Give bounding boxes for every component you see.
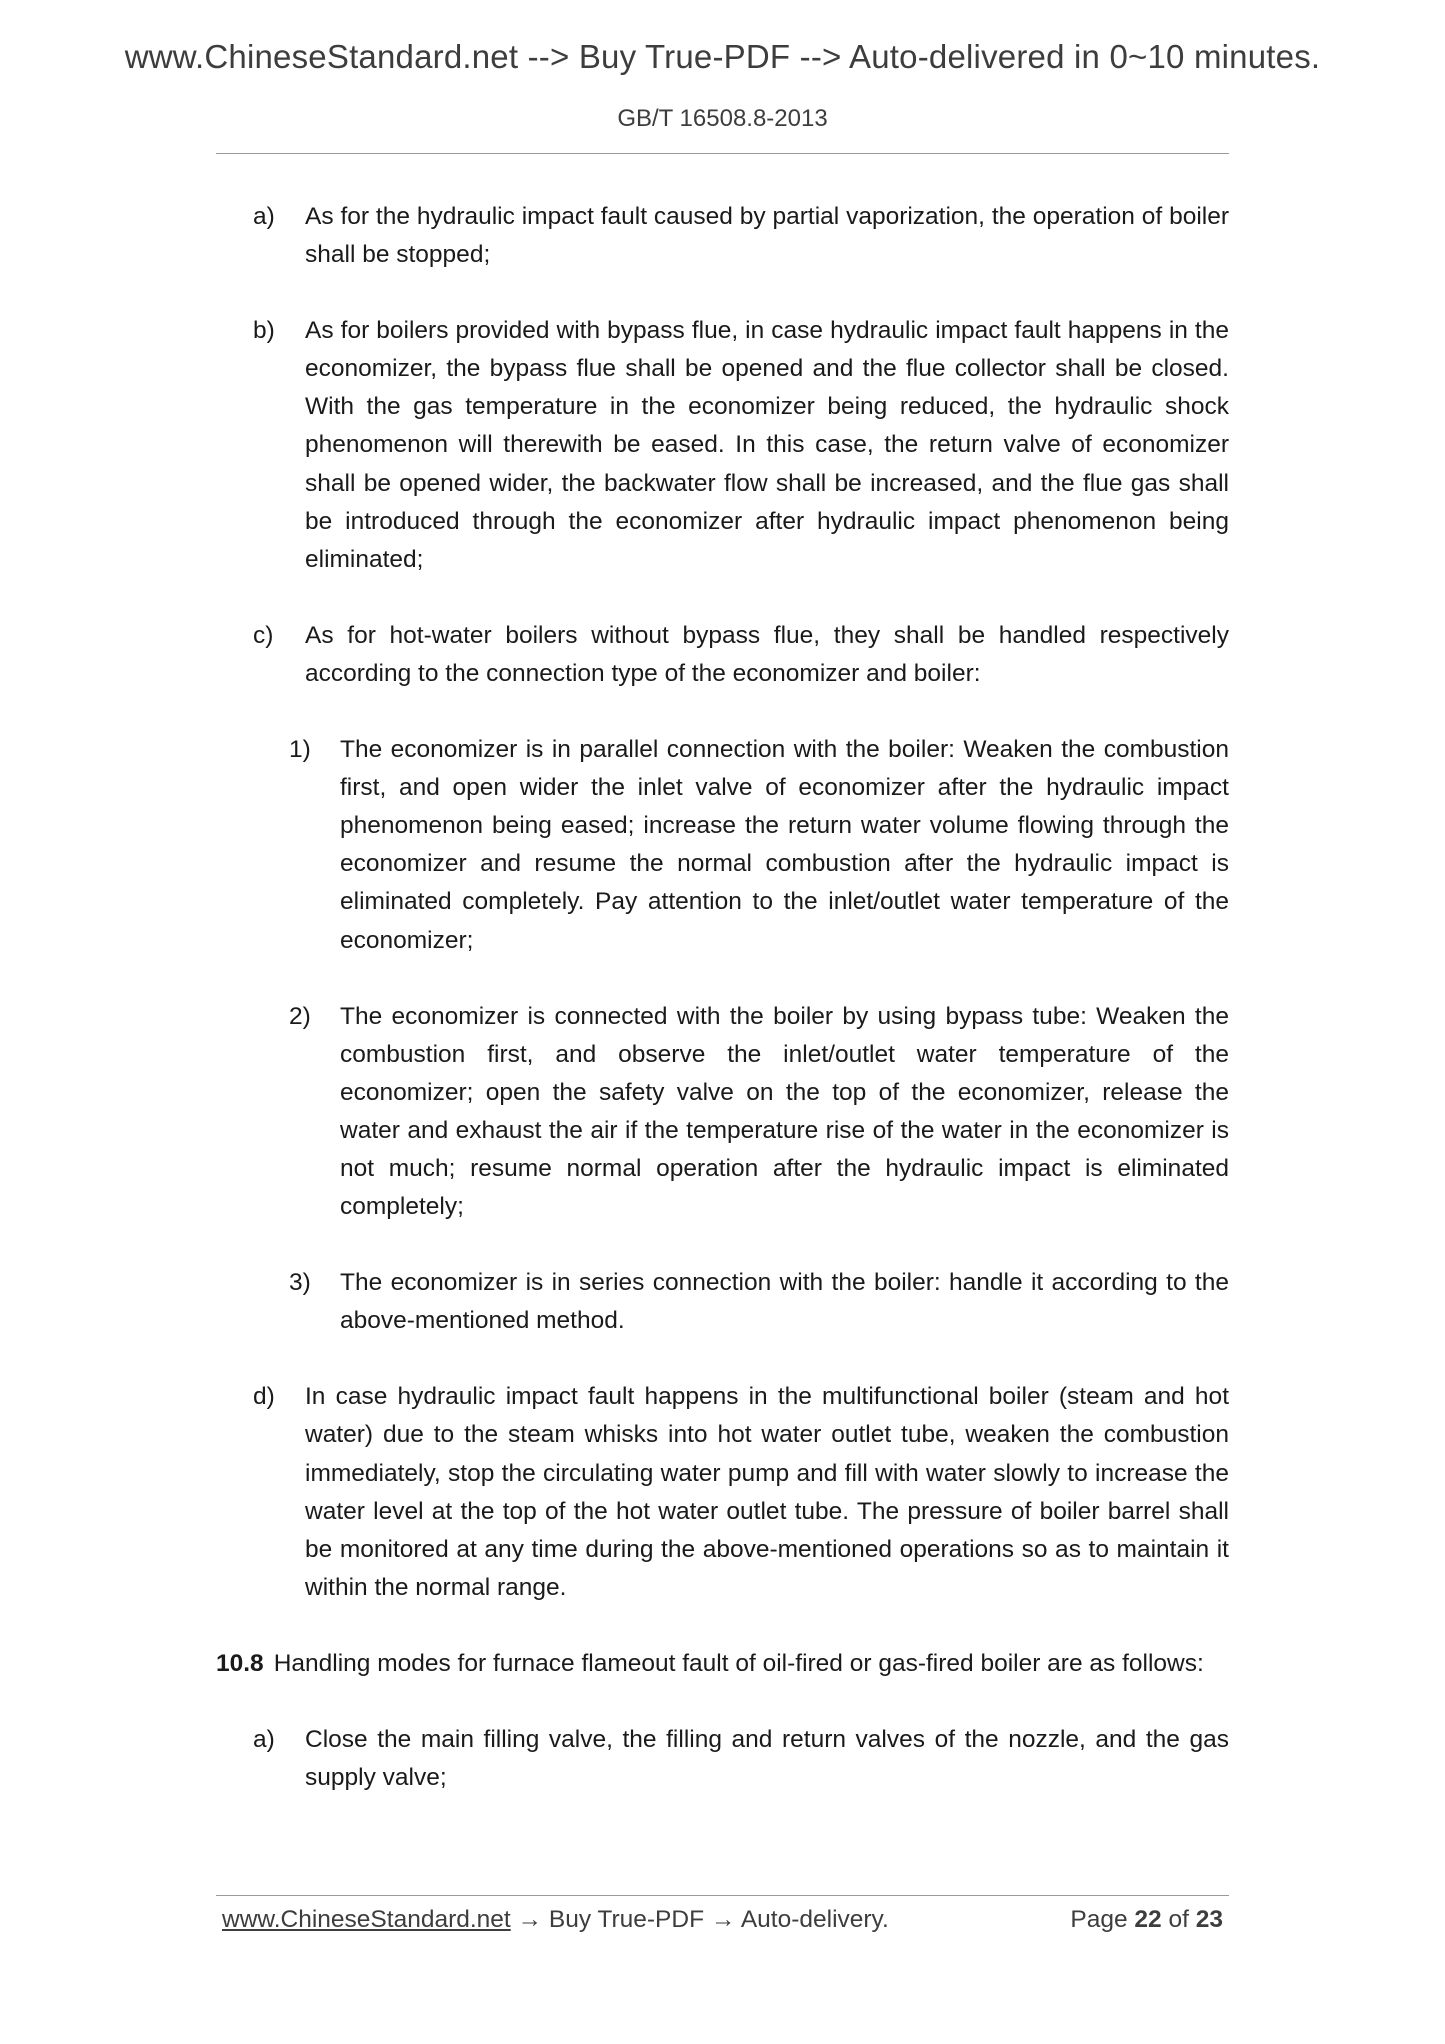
sub-list-marker: 2)	[289, 1002, 311, 1030]
clause-10-8	[216, 1645, 1229, 1683]
page-label: Page	[1070, 1906, 1128, 1933]
page-indicator	[1070, 1900, 1223, 1940]
list-item-a	[216, 198, 1229, 274]
page-of: of	[1168, 1906, 1189, 1933]
clause-number: 10.8	[216, 1649, 264, 1677]
list-item-text: As for hot-water boilers without bypass flue, they shall be handled respectively according to the connection type of the economizer and boiler:	[305, 621, 1229, 687]
sub-item-3	[216, 1264, 1229, 1340]
document-number: GB/T 16508.8-2013	[617, 105, 828, 132]
sub-item-text: The economizer is connected with the boiler by using bypass tube: Weaken the combustion first, and observe the inlet/outlet water temperature of the economizer; open the safety valve on the top of the economizer, release the water and exhaust the air if the temperature rise of the water in the economizer is not much; resume normal operation after the hydraulic impact is eliminated completely;	[340, 1002, 1229, 1221]
list-item-text: In case hydraulic impact fault happens in the multifunctional boiler (steam and hot water) due to the steam whisks into hot water outlet tube, weaken the combustion immediately, stop the circulating water pump and fill with water slowly to increase the water level at the top of the hot water outlet tube. The pressure of boiler barrel shall be monitored at any time during the above-mentioned operations so as to maintain it within the normal range.	[305, 1383, 1229, 1601]
footer-tagline: → Buy True-PDF → Auto-delivery.	[510, 1906, 889, 1933]
list-marker: a)	[253, 1726, 275, 1753]
list-item-a-10-8	[216, 1721, 1229, 1797]
list-marker: b)	[253, 317, 275, 345]
list-marker: d)	[253, 1383, 275, 1411]
list-item-text: Close the main filling valve, the filling and return valves of the nozzle, and the gas supply valve;	[305, 1726, 1229, 1792]
sub-item-2	[216, 998, 1229, 1227]
list-item-text: As for the hydraulic impact fault caused by partial vaporization, the operation of boiler shall be stopped;	[305, 203, 1229, 269]
document-body	[216, 198, 1229, 1797]
sub-item-1	[216, 731, 1229, 960]
list-marker: c)	[253, 621, 274, 649]
clause-text: Handling modes for furnace flameout fault of oil-fired or gas-fired boiler are as follows:	[273, 1649, 1204, 1677]
sub-item-text: The economizer is in parallel connection with the boiler: Weaken the combustion first, and open wider the inlet valve of economizer after the hydraulic impact phenomenon being eased; increase the return water volume flowing through the economizer and resume the normal combustion after the hydraulic impact is eliminated completely. Pay attention to the inlet/outlet water temperature of the economizer;	[340, 736, 1229, 954]
page-total: 23	[1195, 1906, 1223, 1933]
sub-item-text: The economizer is in series connection with the boiler: handle it according to the above-mentioned method.	[340, 1269, 1229, 1335]
top-banner: www.ChineseStandard.net --> Buy True-PDF --> Auto-delivered in 0~10 minutes.	[124, 38, 1321, 75]
list-marker: a)	[253, 203, 275, 230]
sub-list-marker: 1)	[289, 736, 311, 764]
sub-list-marker: 3)	[289, 1269, 311, 1297]
list-item-c	[216, 617, 1229, 693]
footer-site-link[interactable]: www.ChineseStandard.net	[222, 1906, 511, 1933]
list-item-text: As for boilers provided with bypass flue, in case hydraulic impact fault happens in the economizer, the bypass flue shall be opened and the flue collector shall be closed. With the gas temperature in the economizer being reduced, the hydraulic shock phenomenon will therewith be eased. In this case, the return valve of economizer shall be opened wider, the backwater flow shall be increased, and the flue gas shall be introduced through the economizer after hydraulic impact phenomenon being eliminated;	[305, 317, 1229, 573]
page-current: 22	[1134, 1906, 1162, 1933]
page-footer	[216, 1900, 1229, 1940]
list-item-b	[216, 312, 1229, 579]
header-divider	[216, 153, 1229, 154]
footer-divider	[216, 1895, 1229, 1896]
list-item-d	[216, 1378, 1229, 1607]
